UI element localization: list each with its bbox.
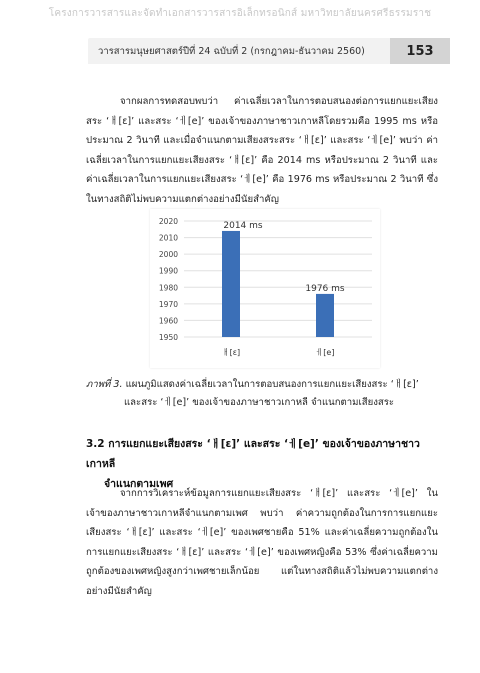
figure-caption: [86, 376, 438, 412]
y-tick-label: 1950: [158, 333, 178, 342]
journal-title: วารสารมนุษยศาสตร์ปีที่ 24 ฉบับที่ 2 (กรกฎาคม-ธันวาคม 2560): [98, 46, 365, 57]
page-number: [390, 38, 450, 64]
paragraph-2-text: จากการวิเคราะห์ข้อมูลการแยกแยะเสียงสระ ‘ㅐ[ɛ]’ และสระ ‘ㅔ[e]’ ในเจ้าของภาษาชาวเกาหลีจำแนกตามเพศ พบว่า ค่าความถูกต้องในการการแยกแยะเสียงสระ ‘ㅐ[ɛ]’ และสระ ‘ㅔ[e]’ ของเพศชายคือ 51% และค่าเฉลี่ยความถูกต้องในการแยกแยะเสียงสระ ‘ㅐ[ɛ]’ และสระ ‘ㅔ[e]’ ของเพศหญิงคือ 53% ซึ่งค่าเฉลี่ยความถูกต้องของเพศหญิงสูงกว่าเพศชายเล็กน้อย แต่ในทางสถิติแล้วไม่พบความแตกต่างอย่างมีนัยสำคัญ: [86, 488, 438, 597]
chart-svg: [150, 209, 380, 368]
caption-label: ภาพที่ 3.: [86, 379, 123, 390]
y-tick-label: 2000: [158, 250, 178, 260]
paragraph-1: [86, 92, 438, 209]
paragraph-1-text: จากผลการทดสอบพบว่า ค่าเฉลี่ยเวลาในการตอบสนองต่อการแยกแยะเสียงสระ ‘ㅐ[ɛ]’ และสระ ‘ㅔ[e]’ ของเจ้าของภาษาชาวเกาหลีโดยรวมคือ 1995 ms หรือประมาณ 2 วินาที และเมื่อจำแนกตามเสียงสระสระ ‘ㅐ[ɛ]’ และสระ ‘ㅔ[e]’ พบว่า ค่าเฉลี่ยเวลาในการแยกแยะเสียงสระ ‘ㅐ[ɛ]’ คือ 2014 ms หรือประมาณ 2 วินาที และค่าเฉลี่ยเวลาในการแยกแยะเสียงสระ ‘ㅔ[e]’ คือ 1976 ms หรือประมาณ 2 วินาที ซึ่งในทางสถิติไม่พบความแตกต่างอย่างมีนัยสำคัญ: [86, 96, 438, 205]
bar-1: [222, 231, 240, 337]
paragraph-2: [86, 484, 438, 601]
watermark-text: โครงการวารสารและจัดทำเอกสารวารสารอิเล็กทรอนิกส์ มหาวิทยาลัยนครศรีธรรมราช: [48, 8, 432, 19]
page-number-text: 153: [406, 43, 434, 59]
y-tick-label: 1980: [158, 283, 178, 293]
data-label: 1976 ms: [305, 283, 345, 294]
bar-chart: [150, 209, 380, 368]
y-tick-label: 2010: [158, 233, 178, 243]
y-tick-label: 1960: [158, 316, 178, 326]
y-tick-label: 2020: [158, 217, 178, 226]
caption-line-2: และสระ ‘ㅔ[e]’ ของเจ้าของภาษาชาวเกาหลี จำแนกตามเสียงสระ: [124, 397, 395, 408]
x-category-label: ㅐ[ɛ]: [221, 348, 241, 357]
y-tick-label: 1990: [158, 266, 178, 276]
x-category-label: ㅔ[e]: [315, 348, 335, 357]
caption-line-1: แผนภูมิแสดงค่าเฉลี่ยเวลาในการตอบสนองการแยกแยะเสียงสระ ‘ㅐ[ɛ]’: [125, 379, 419, 390]
data-label: 2014 ms: [223, 220, 263, 231]
y-tick-label: 1970: [158, 299, 178, 309]
section-heading-line-1: 3.2 การแยกแยะเสียงสระ ‘ㅐ[ɛ]’ และสระ ‘ㅔ[e]’ ของเจ้าของภาษาชาวเกาหลี: [86, 438, 420, 470]
section-heading-line-2: จำแนกตามเพศ: [104, 478, 174, 490]
bar-2: [316, 294, 334, 337]
